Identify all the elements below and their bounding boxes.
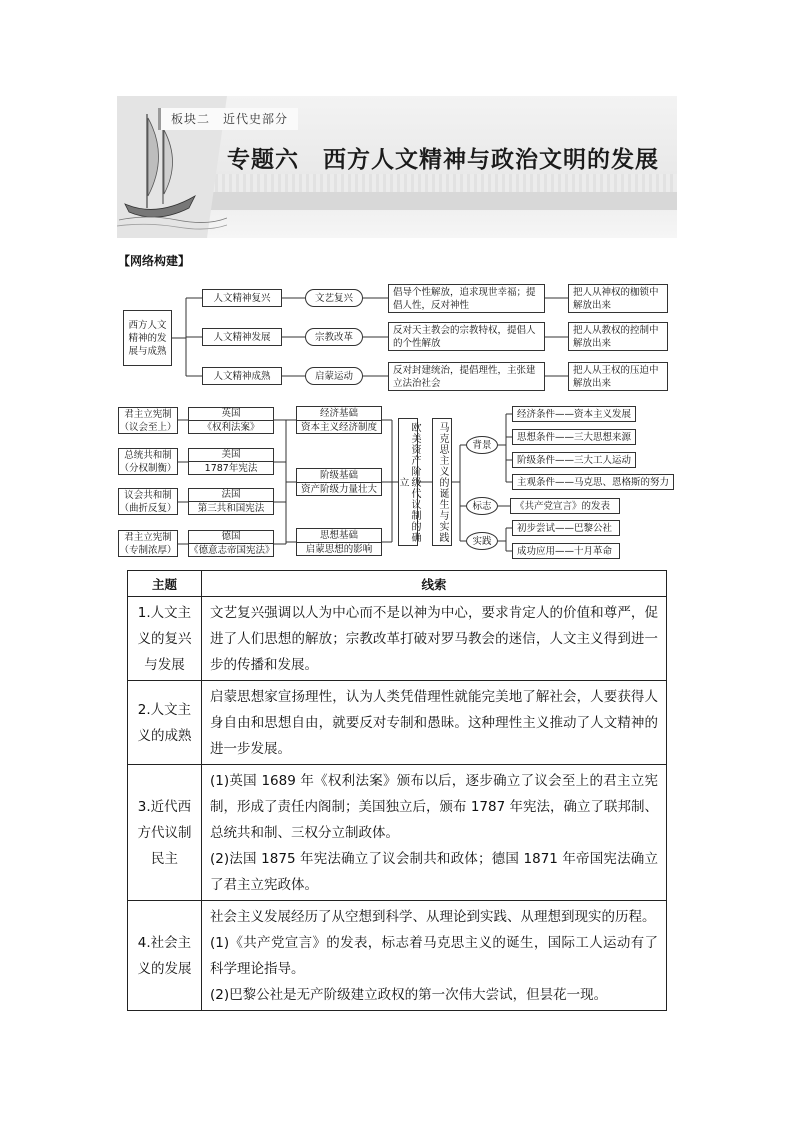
header-clue: 线索 <box>202 571 667 597</box>
table-row <box>128 901 667 1011</box>
representative-system-box <box>398 418 418 546</box>
base-ideological <box>296 528 382 556</box>
mark-item: 《共产党宣言》的发表 <box>510 498 620 514</box>
diagram1-movement-2: 宗教改革 <box>305 328 363 346</box>
regime-country-2-doc: 1787年宪法 <box>189 461 273 475</box>
clue-paragraph: 社会主义发展经历了从空想到科学、从理论到实践、从理想到现实的历程。 <box>210 908 656 925</box>
oval-practice: 实践 <box>466 532 498 550</box>
topic-cell <box>128 901 202 1011</box>
regime-country-1-doc: 《权利法案》 <box>189 420 273 434</box>
clue-cell <box>202 681 667 765</box>
diagram1-stage-3: 人文精神成熟 <box>202 367 282 385</box>
topic-cell <box>128 597 202 681</box>
regime-type-4-name: 君主立宪制 <box>124 531 172 543</box>
clue-paragraph: 文艺复兴强调以人为中心而不是以神为中心，要求肯定人的价值和尊严，促进了人们思想的解放；宗教改革打破对罗马教会的迷信，人文主义得到进一步的传播和发展。 <box>210 604 658 673</box>
clue-paragraph: 启蒙思想家宣扬理性，认为人类凭借理性就能完美地了解社会，人要获得人身自由和思想自由，就要反对专制和愚昧。这种理性主义推动了人文精神的进一步发展。 <box>210 688 658 757</box>
regime-type-2-name: 总统共和制 <box>124 449 172 461</box>
background-item-1: 经济条件——资本主义发展 <box>512 406 636 422</box>
oval-mark: 标志 <box>466 497 498 515</box>
topic-cell <box>128 765 202 901</box>
base-class-desc: 资产阶级力量壮大 <box>297 482 381 496</box>
base-economic-name: 经济基础 <box>319 407 358 419</box>
diagram1-stage-1: 人文精神复兴 <box>202 289 282 307</box>
diagram1-result-1: 把人从神权的枷锁中解放出来 <box>568 284 668 313</box>
diagram1-result-2: 把人从教权的控制中解放出来 <box>568 322 668 351</box>
topic-cell <box>128 681 202 765</box>
regime-type-4-note: （专制浓厚） <box>119 544 177 556</box>
table-row <box>128 765 667 901</box>
header-topic: 主题 <box>128 571 202 597</box>
regime-country-3-doc: 第三共和国宪法 <box>189 501 273 515</box>
base-ideological-desc: 启蒙思想的影响 <box>297 542 381 556</box>
diagram1-movement-1: 文艺复兴 <box>305 289 363 307</box>
diagram1-content-3: 反对封建统治，提倡理性，主张建立法治社会 <box>388 362 545 391</box>
clue-paragraph: (1)英国 1689 年《权利法案》颁布以后，逐步确立了议会至上的君主立宪制，形成了责任内阁制；美国独立后，颁布 1787 年宪法，确立了联邦制、总统共和制、三权分立制政体。 <box>210 772 658 841</box>
regime-type-2-note: （分权制衡） <box>119 462 177 474</box>
marxism-box <box>432 418 452 546</box>
table-header-row <box>128 571 667 597</box>
clue-cell <box>202 765 667 901</box>
regime-type-1 <box>118 407 178 434</box>
background-item-4: 主观条件——马克思、恩格斯的努力 <box>512 474 674 490</box>
regime-country-3 <box>188 488 274 515</box>
topic-text: 3.近代西方代议制民主 <box>137 798 192 867</box>
clue-cell <box>202 901 667 1011</box>
regime-country-4 <box>188 530 274 557</box>
diagram1-result-3: 把人从王权的压迫中解放出来 <box>568 362 668 391</box>
diagram1-movement-3: 启蒙运动 <box>305 367 363 385</box>
base-class <box>296 468 382 496</box>
page-title: 专题六 西方人文精神与政治文明的发展 <box>227 147 659 173</box>
topic-text: 2.人文主义的成熟 <box>137 701 192 744</box>
summary-table <box>127 570 667 1011</box>
background-item-2: 思想条件——三大思想来源 <box>512 429 636 445</box>
regime-country-1-name: 英国 <box>221 408 241 419</box>
regime-country-2 <box>188 448 274 475</box>
clue-paragraph: (1)《共产党宣言》的发表，标志着马克思主义的诞生，国际工人运动有了科学理论指导。 <box>210 934 658 977</box>
base-ideological-name: 思想基础 <box>319 529 358 541</box>
diagram1-root-label: 西方人文精神的发展与成熟 <box>128 319 167 357</box>
base-economic-desc: 资本主义经济制度 <box>297 420 381 434</box>
regime-type-3-name: 议会共和制 <box>124 489 172 501</box>
diagram1-root <box>123 310 172 366</box>
regime-country-3-name: 法国 <box>221 489 241 500</box>
background-item-3: 阶级条件——三大工人运动 <box>512 452 636 468</box>
regime-type-1-note: （议会至上） <box>119 421 177 433</box>
topic-text: 4.社会主义的发展 <box>137 934 192 977</box>
regime-type-2 <box>118 448 178 475</box>
diagram1-content-1: 倡导个性解放，追求现世幸福；提倡人性，反对神性 <box>388 284 545 313</box>
representative-system-label: 欧美资产阶级代议制的确立 <box>397 421 420 543</box>
practice-item-2: 成功应用——十月革命 <box>512 543 620 559</box>
regime-country-1 <box>188 407 274 434</box>
clue-paragraph: (2)巴黎公社是无产阶级建立政权的第一次伟大尝试，但昙花一现。 <box>210 986 608 1003</box>
diagram1-stage-2: 人文精神发展 <box>202 328 282 346</box>
base-economic <box>296 406 382 434</box>
regime-country-4-doc: 《德意志帝国宪法》 <box>189 545 275 556</box>
regime-type-1-name: 君主立宪制 <box>124 408 172 420</box>
table-row <box>128 681 667 765</box>
regime-type-3-note: （曲折反复） <box>119 502 177 514</box>
regime-type-4 <box>118 530 178 557</box>
practice-item-1: 初步尝试——巴黎公社 <box>512 520 620 536</box>
clue-paragraph: (2)法国 1875 年宪法确立了议会制共和政体；德国 1871 年帝国宪法确立了君主立宪政体。 <box>210 850 658 893</box>
regime-country-2-name: 美国 <box>221 449 241 460</box>
section-label: 板块二 近代史部分 <box>158 108 298 130</box>
clue-cell <box>202 597 667 681</box>
topic-text: 1.人文主义的复兴与发展 <box>137 604 192 673</box>
marxism-label: 马克思主义的诞生与实践 <box>437 421 448 543</box>
regime-country-4-name: 德国 <box>221 531 241 542</box>
table-row <box>128 597 667 681</box>
diagram1-content-2: 反对天主教会的宗教特权，提倡人的个性解放 <box>388 322 545 351</box>
base-class-name: 阶级基础 <box>319 469 358 481</box>
network-heading: 【网络构建】 <box>118 254 191 268</box>
oval-background: 背景 <box>466 436 498 454</box>
regime-type-3 <box>118 488 178 515</box>
